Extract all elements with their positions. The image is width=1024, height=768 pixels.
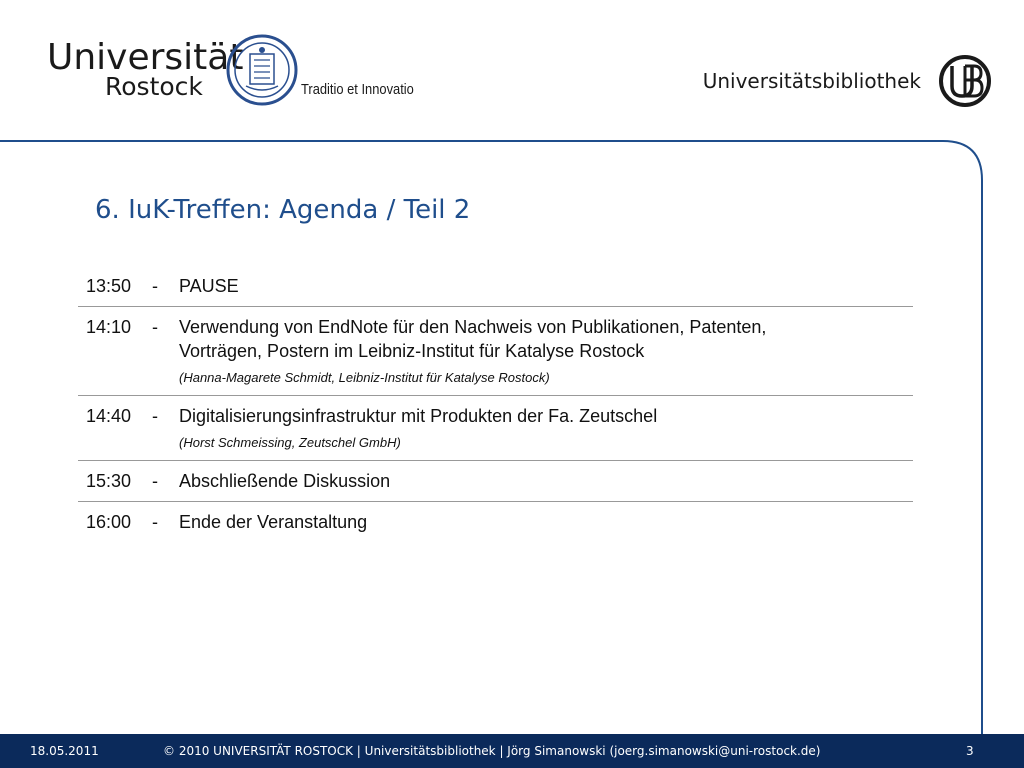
agenda-time: 13:50: [86, 276, 132, 296]
agenda-description-line: Verwendung von EndNote für den Nachweis von Publikationen, Patenten,: [179, 317, 767, 337]
agenda-row: [78, 461, 913, 502]
agenda-time: 14:10: [86, 317, 132, 337]
slide-footer: [0, 734, 1024, 768]
library-name: Universitätsbibliothek: [702, 69, 921, 93]
agenda-row: [78, 266, 913, 307]
agenda-speaker: (Horst Schmeissing, Zeutschel GmbH): [179, 435, 401, 450]
agenda-description: [179, 510, 913, 534]
page-number: 3: [966, 744, 974, 758]
university-logo-line1: Universität: [47, 37, 244, 78]
agenda-speaker: (Hanna-Magarete Schmidt, Leibniz-Institut für Katalyse Rostock): [179, 370, 550, 385]
slide-header: [0, 0, 1024, 140]
agenda-row: [78, 502, 913, 542]
agenda-description-line: Vorträgen, Postern im Leibniz-Institut für Katalyse Rostock: [179, 341, 645, 361]
footer-date: 18.05.2011: [30, 744, 99, 758]
library-logo-icon: [938, 54, 992, 108]
agenda-description: [179, 315, 913, 387]
agenda-dash: -: [152, 406, 158, 426]
agenda-time: 14:40: [86, 406, 132, 426]
agenda-description: [179, 469, 913, 493]
agenda-dash: -: [152, 317, 158, 337]
agenda-dash: -: [152, 276, 158, 296]
agenda-row: [78, 396, 913, 461]
agenda-description-line: PAUSE: [179, 276, 239, 296]
agenda-description-line: Ende der Veranstaltung: [179, 512, 368, 532]
footer-credits: © 2010 UNIVERSITÄT ROSTOCK | Universitätsbibliothek | Jörg Simanowski (joerg.simanowski@uni-rostock.de): [163, 744, 821, 758]
agenda-time: 15:30: [86, 471, 132, 491]
agenda-table: [78, 266, 913, 542]
agenda-description-line: Abschließende Diskussion: [179, 471, 391, 491]
motto-text: Traditio et Innovatio: [301, 81, 414, 98]
agenda-description: [179, 274, 913, 298]
agenda-description: [179, 404, 913, 452]
agenda-dash: -: [152, 471, 158, 491]
agenda-row: [78, 307, 913, 396]
agenda-dash: -: [152, 512, 158, 532]
agenda-time: 16:00: [86, 512, 132, 532]
agenda-description-line: Digitalisierungsinfrastruktur mit Produkten der Fa. Zeutschel: [179, 406, 658, 426]
university-seal-icon: [226, 34, 298, 106]
page-title: 6. IuK-Treffen: Agenda / Teil 2: [95, 195, 471, 225]
university-logo-line2: Rostock: [105, 72, 203, 101]
